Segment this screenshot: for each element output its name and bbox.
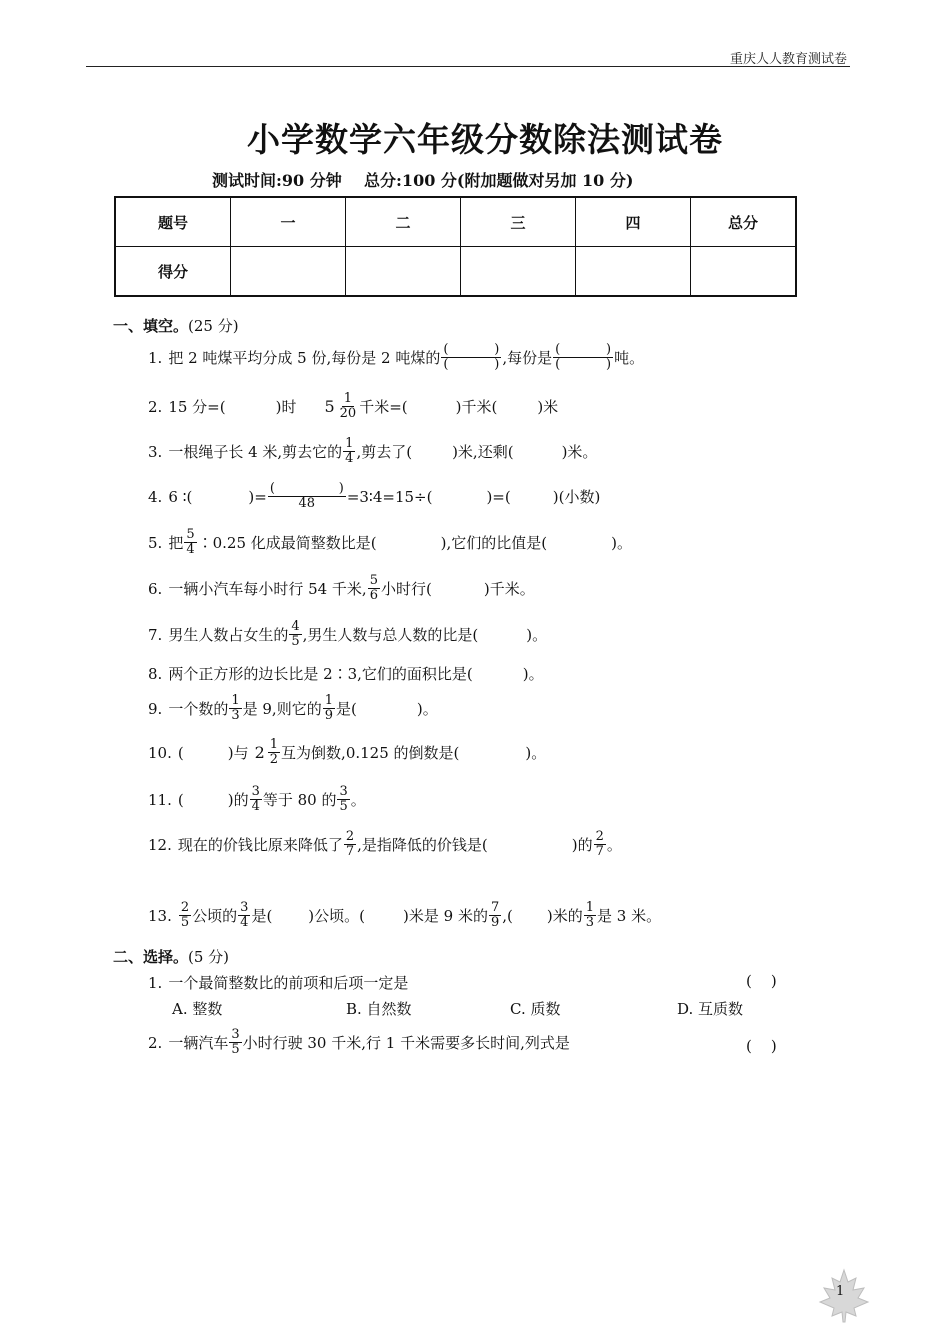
denominator: 20 <box>339 406 357 421</box>
question-13 <box>148 901 661 930</box>
question-text: )=( <box>486 487 511 506</box>
paren: ( <box>555 342 561 357</box>
numerator: 4 <box>291 619 300 634</box>
numerator: 1 <box>345 436 354 451</box>
option-d[interactable]: D. 互质数 <box>677 1000 744 1018</box>
denominator: 4 <box>251 799 260 814</box>
question-number: 5. <box>148 533 163 552</box>
header-text: 重庆人人教育测试卷 <box>729 52 847 67</box>
paren: ) <box>494 357 500 372</box>
question-text: 把 <box>168 534 184 552</box>
question-number: 1. <box>148 973 163 992</box>
question-6 <box>148 574 535 603</box>
whole-part: 5 <box>324 397 335 416</box>
table-row <box>115 247 796 297</box>
question-text: 6 ∶( <box>168 487 193 506</box>
question-text: )。 <box>416 700 438 718</box>
question-number: 10. <box>148 743 172 762</box>
question-text: )米 <box>537 398 559 416</box>
mixed-number <box>324 392 359 421</box>
question-number: 8. <box>148 664 163 683</box>
section-points: (5 分) <box>188 948 230 966</box>
denominator: 3 <box>585 915 594 930</box>
numerator: 5 <box>369 573 378 588</box>
question-text: ( <box>177 790 184 809</box>
numerator: 1 <box>343 391 353 406</box>
paren: ) <box>606 357 612 372</box>
answer-blank-fraction[interactable] <box>441 343 501 372</box>
denominator: 5 <box>180 915 190 930</box>
section-title: 二、选择。 <box>113 948 189 966</box>
question-text: 把 2 吨煤平均分成 5 份,每份是 2 吨煤的 <box>168 349 441 367</box>
question-text: )时 <box>275 398 297 416</box>
score-cell[interactable] <box>576 247 691 297</box>
paren: ( <box>269 481 275 496</box>
question-text: )公顷。( <box>308 907 366 925</box>
option-b[interactable]: B. 自然数 <box>346 1000 412 1018</box>
question-text: ,剪去了( <box>356 443 413 461</box>
option-a[interactable]: A. 整数 <box>172 1000 223 1018</box>
question-text: 等于 80 的 <box>262 791 337 809</box>
question-text: ,每份是 <box>502 349 553 367</box>
question-text: )米。 <box>561 443 598 461</box>
paren: ( <box>443 357 449 372</box>
question-text: 千米=( <box>359 398 408 416</box>
question-number: 9. <box>148 699 163 718</box>
denominator: 5 <box>231 1042 240 1057</box>
question-text: )的 <box>571 836 593 854</box>
table-header-cell: 二 <box>346 197 461 247</box>
question-text: 一辆小汽车每小时行 54 千米, <box>168 580 367 598</box>
question-number: 7. <box>148 625 163 644</box>
mixed-number <box>255 738 281 767</box>
denominator: 4 <box>240 915 249 930</box>
denominator: 7 <box>595 844 604 859</box>
paren: ) <box>606 342 612 357</box>
numerator: 5 <box>186 527 195 542</box>
denominator: 9 <box>324 708 333 723</box>
question-text: 15 分=( <box>168 398 226 416</box>
question-text: ,是指降低的价钱是( <box>357 836 488 854</box>
score-table <box>114 196 797 297</box>
question-text: ∶0.25 化成最简整数比是( <box>197 534 377 552</box>
question-text: 男生人数占女生的 <box>168 626 289 644</box>
numerator: 2 <box>345 829 355 844</box>
question-number: 1. <box>148 348 163 367</box>
question-text: )= <box>248 487 267 506</box>
question-text: )米,还剩( <box>452 443 514 461</box>
paren: ( <box>443 342 449 357</box>
question-text: 互为倒数,0.125 的倒数是( <box>281 744 460 762</box>
question-7 <box>148 620 547 649</box>
score-cell[interactable] <box>691 247 797 297</box>
denominator: 5 <box>291 634 300 649</box>
question-4 <box>148 482 600 511</box>
denominator: 9 <box>490 915 500 930</box>
question-number: 13. <box>148 906 172 925</box>
question-text: )的 <box>227 791 249 809</box>
question-text: ,( <box>502 906 513 925</box>
question-11 <box>148 785 366 814</box>
table-header-cell: 三 <box>461 197 576 247</box>
section-points: (25 分) <box>188 317 239 335</box>
question-10 <box>148 738 546 767</box>
table-row <box>115 197 796 247</box>
question-text: 现在的价钱比原来降低了 <box>177 836 343 854</box>
numerator: 3 <box>240 900 249 915</box>
denominator: 4 <box>345 451 354 466</box>
question-text: )与 <box>227 744 249 762</box>
section-heading <box>113 946 229 967</box>
question-text: 一个数的 <box>168 700 229 718</box>
paren: ) <box>494 342 500 357</box>
page-number: 1 <box>836 1284 845 1299</box>
question-text: 两个正方形的边长比是 2∶3,它们的面积比是( <box>168 665 473 683</box>
score-cell[interactable] <box>231 247 346 297</box>
numerator: 3 <box>251 784 260 799</box>
section-title: 一、填空。 <box>113 317 189 335</box>
question-text: 小时行( <box>381 580 432 598</box>
question-text: 是( <box>251 907 273 925</box>
choice-question-2 <box>148 1028 570 1057</box>
answer-paren[interactable]: ( ) <box>746 972 777 990</box>
question-text: 一个最简整数比的前项和后项一定是 <box>168 974 409 992</box>
numerator: 1 <box>231 693 240 708</box>
score-cell[interactable] <box>461 247 576 297</box>
question-text: )米的 <box>546 907 583 925</box>
table-header-cell: 总分 <box>691 197 797 247</box>
question-number: 2. <box>148 1033 163 1052</box>
question-text: ( <box>177 743 184 762</box>
numerator: 7 <box>490 900 500 915</box>
question-12 <box>148 830 622 859</box>
question-text: )(小数) <box>552 488 601 506</box>
question-number: 4. <box>148 487 163 506</box>
question-8 <box>148 663 544 684</box>
question-text: 。 <box>350 791 366 809</box>
question-number: 11. <box>148 790 172 809</box>
option-c[interactable]: C. 质数 <box>510 1000 561 1018</box>
question-text: ),它们的比值是( <box>440 534 548 552</box>
paren: ( <box>555 357 561 372</box>
header-rule <box>86 66 850 67</box>
question-text: 公顷的 <box>192 907 238 925</box>
question-5 <box>148 528 632 557</box>
question-text: )。 <box>522 665 544 683</box>
question-text: )千米。 <box>483 580 535 598</box>
question-text: 是 9,则它的 <box>242 700 322 718</box>
numerator: 1 <box>324 693 333 708</box>
question-text: 吨。 <box>614 349 645 367</box>
numerator: 3 <box>231 1027 240 1042</box>
answer-blank-fraction[interactable] <box>553 343 613 372</box>
numerator: 1 <box>269 737 279 752</box>
question-number: 2. <box>148 397 163 416</box>
question-text: 一辆汽车 <box>168 1034 229 1052</box>
question-text: )。 <box>526 626 548 644</box>
question-text: )。 <box>525 744 547 762</box>
question-9 <box>148 694 438 723</box>
question-text: )米是 9 米的 <box>403 907 488 925</box>
denominator: 2 <box>269 752 279 767</box>
numerator: 2 <box>595 829 604 844</box>
paren: ) <box>338 481 344 496</box>
question-text: 小时行驶 30 千米,行 1 千米需要多长时间,列式是 <box>242 1034 570 1052</box>
numerator: 1 <box>585 900 594 915</box>
question-number: 6. <box>148 579 163 598</box>
subtitle: 测试时间:90 分钟 总分:100 分(附加题做对另加 10 分) <box>212 171 634 190</box>
table-header-cell: 四 <box>576 197 691 247</box>
table-row-label: 得分 <box>115 247 231 297</box>
question-text: 是( <box>335 700 357 718</box>
question-number: 3. <box>148 442 163 461</box>
denominator: 7 <box>345 844 355 859</box>
section-heading <box>113 315 239 336</box>
numerator: 2 <box>180 900 190 915</box>
answer-blank-fraction[interactable] <box>268 482 346 511</box>
denominator: 48 <box>298 496 316 511</box>
numerator: 3 <box>339 784 348 799</box>
score-cell[interactable] <box>346 247 461 297</box>
denominator: 5 <box>339 799 348 814</box>
question-text: ,男生人数与总人数的比是( <box>302 626 479 644</box>
question-text: 一根绳子长 4 米,剪去它的 <box>168 443 343 461</box>
question-text: )。 <box>611 534 632 552</box>
whole-part: 2 <box>254 743 265 762</box>
question-text: 是 3 米。 <box>597 907 662 925</box>
question-text: )千米( <box>455 398 498 416</box>
question-1 <box>148 343 644 372</box>
table-header-cell: 一 <box>231 197 346 247</box>
question-text: 。 <box>606 836 622 854</box>
page-title: 小学数学六年级分数除法测试卷 <box>247 120 723 159</box>
choice-question-1 <box>148 972 408 993</box>
question-3 <box>148 437 597 466</box>
table-header-cell: 题号 <box>115 197 231 247</box>
question-text: =3∶4=15÷( <box>346 487 433 506</box>
denominator: 3 <box>231 708 240 723</box>
denominator: 4 <box>186 542 195 557</box>
denominator: 6 <box>369 588 378 603</box>
answer-paren[interactable]: ( ) <box>746 1037 777 1055</box>
question-2 <box>148 392 558 421</box>
question-number: 12. <box>148 835 172 854</box>
